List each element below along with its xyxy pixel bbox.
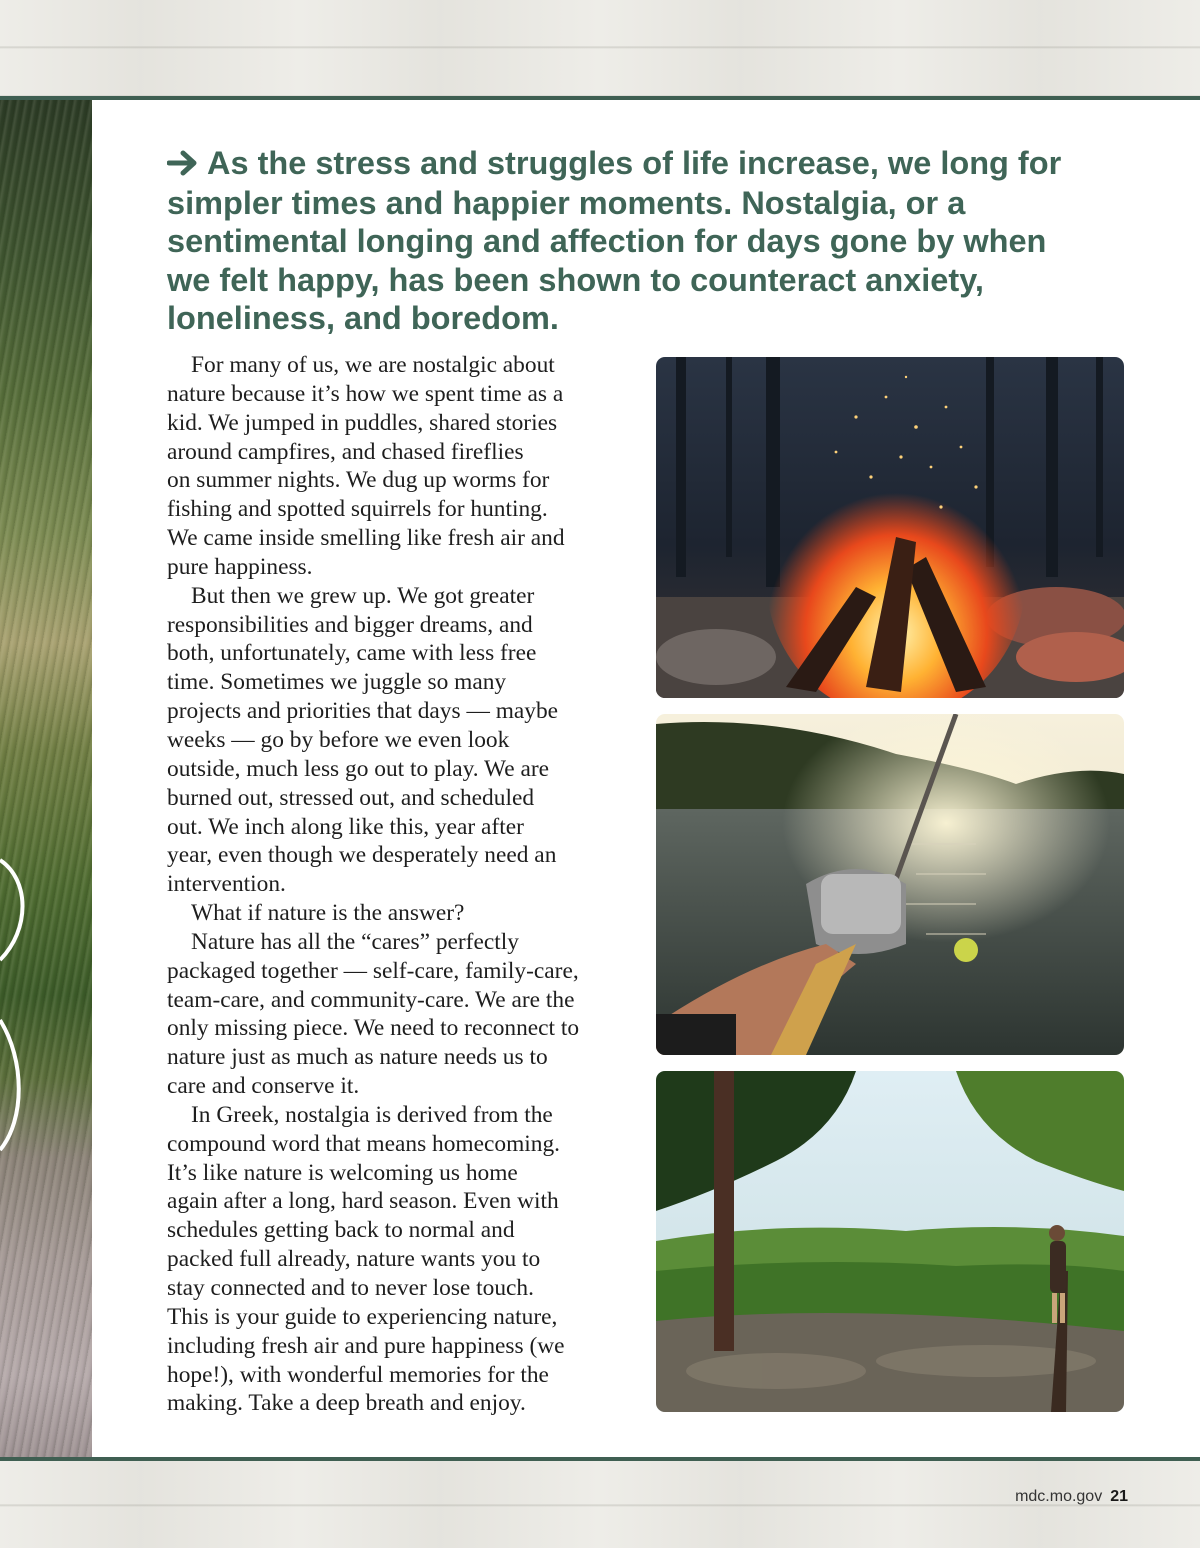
arrow-right-icon [167,146,201,184]
paragraph: Nature has all the “cares” perfectly packaged together — self-care, family-care, team-care, and community-care. We are the only missing piece. We need to reconnect to nature just as much as nature needs us to care and conserve it. [167,928,580,1100]
page-footer [1015,1488,1128,1506]
paragraph: What if nature is the answer? [191,900,465,927]
paragraph: In Greek, nostalgia is derived from the compound word that means homecoming. It’s like nature is welcoming us home again after a long, hard season. Even with schedules getting back to normal and packed full already, nature wants you to stay connected and to never lose touch. This is your guide to experiencing nature, including fresh air and pure happiness (we hope!), with wonderful memories for the making. Take a deep breath and enjoy. [167,1101,565,1417]
fishing-photo [656,714,1124,1055]
page-number: 21 [1110,1488,1128,1505]
decorative-line-art [0,820,92,1240]
article-body [167,351,637,1418]
paragraph: But then we grew up. We got greater responsibilities and bigger dreams, and both, unfortunately, came with less free time. Sometimes we juggle so many projects and priorities that days — maybe weeks — go by before we even look outside, much less go out to play. We are burned out, stressed out, and scheduled out. We inch along like this, year after year, even though we desperately need an intervention. [167,582,559,898]
paragraph: For many of us, we are nostalgic about nature because it’s how we spent time as a kid. We jumped in puddles, shared stories around campfires, and chased fireflies on summer nights. We dug up worms for fishing and spotted squirrels for hunting. We came inside smelling like fresh air and pure happiness. [167,352,565,580]
campfire-photo [656,357,1124,698]
hiker-overlook-photo [656,1071,1124,1412]
bottom-rule [0,1457,1200,1461]
wood-plank-header [0,0,1200,100]
pull-quote-text: As the stress and struggles of life increase, we long for simpler times and happier moments. Nostalgia, or a sentimental longing and affection for days gone by when we felt happy, has been shown to counteract anxiety, loneliness, and boredom. [167,145,1062,336]
left-nature-photo-strip [0,100,92,1457]
pull-quote [167,144,1067,337]
footer-site: mdc.mo.gov [1015,1488,1103,1505]
